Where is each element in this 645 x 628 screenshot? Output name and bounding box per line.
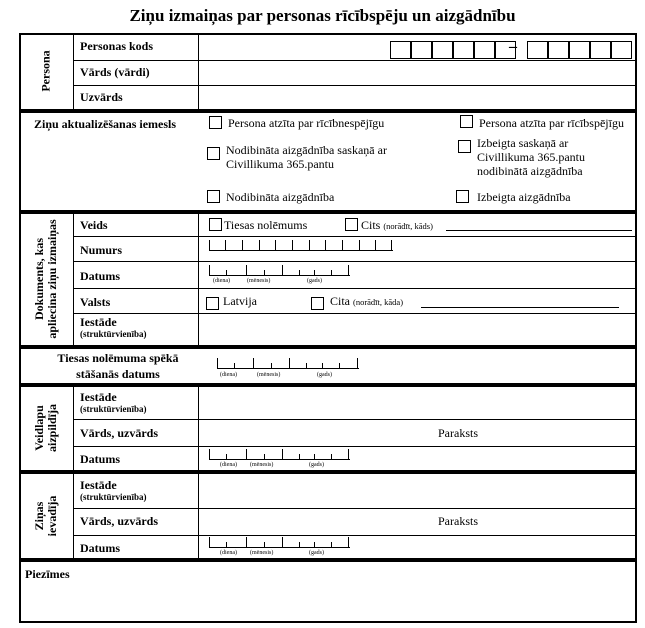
reason-opt4-line3: nodibinātā aizgādnība [477, 164, 583, 178]
reason-opt3-line2: Civillikuma 365.pantu [226, 157, 334, 171]
entry-institution-sub: (struktūrvienība) [80, 492, 147, 502]
entry-institution-label: Iestāde (struktūrvienība) [80, 478, 147, 502]
reason-ended-365-checkbox[interactable] [458, 140, 471, 153]
entry-name-field[interactable] [199, 509, 429, 534]
entry-date-input[interactable] [209, 537, 350, 548]
reason-capable-checkbox[interactable] [460, 115, 473, 128]
code-digit-box[interactable] [411, 41, 432, 59]
doc-kind-other-note: (norādīt, kāds) [383, 221, 433, 231]
doc-kind-court-label: Tiesas nolēmums [224, 218, 308, 232]
notes-label: Piezīmes [25, 567, 70, 581]
entry-name-label: Vārds, uzvārds [80, 514, 159, 528]
reason-incapable-checkbox[interactable] [209, 116, 222, 129]
country-other-label: Cita (norādīt, kāda) [330, 294, 404, 308]
form-title: Ziņu izmaiņas par personas rīcībspēju un aizgādnību [129, 6, 516, 25]
entry-signature-label: Paraksts [438, 514, 478, 528]
code-digit-box[interactable] [569, 41, 590, 59]
filler-institution-sub: (struktūrvienība) [80, 404, 147, 414]
doc-institution-label: Iestāde (struktūrvienība) [80, 315, 147, 339]
entry-day-caption: (diena) [220, 550, 237, 556]
country-other-input[interactable] [421, 307, 619, 308]
code-digit-box[interactable] [453, 41, 474, 59]
surname-field[interactable] [199, 86, 636, 109]
code-digit-box[interactable] [390, 41, 411, 59]
doc-date-label: Datums [80, 269, 121, 283]
reason-label: Ziņu aktualizēšanas iemesls [34, 117, 177, 131]
doc-institution-sub: (struktūrvienība) [80, 329, 147, 339]
reason-incapable-label: Persona atzīta par rīcībnespējīgu [228, 116, 385, 130]
name-label: Vārds (vārdi) [80, 65, 150, 79]
country-latvia-checkbox[interactable] [206, 297, 219, 310]
reason-opt4-line2: Civillikuma 365.pantu [477, 150, 585, 164]
filler-name-field[interactable] [199, 420, 429, 445]
country-other-checkbox[interactable] [311, 297, 324, 310]
filler-signature-label: Paraksts [438, 426, 478, 440]
code-dash: – [509, 38, 517, 55]
doc-kind-other-label: Cits (norādīt, kāds) [361, 218, 433, 232]
persona-section-label: Persona [38, 50, 53, 92]
effective-month-caption: (mēnesis) [257, 372, 281, 378]
reason-guardianship-ended-checkbox[interactable] [456, 190, 469, 203]
notes-field[interactable] [22, 582, 634, 620]
filler-institution-label: Iestāde (struktūrvienība) [80, 390, 147, 414]
reason-capable-label: Persona atzīta par rīcībspējīgu [479, 116, 624, 130]
doc-date-month-caption: (mēnesis) [247, 278, 271, 284]
personal-code-label: Personas kods [80, 39, 154, 53]
doc-institution-field[interactable] [199, 314, 636, 345]
reason-guardianship-label: Nodibināta aizgādnība [226, 190, 335, 204]
entry-date-label: Datums [80, 541, 121, 555]
reason-opt4-line1: Izbeigta saskaņā ar [477, 136, 569, 150]
effective-date-label: Tiesas nolēmuma spēkā stāšanās datums [57, 351, 179, 381]
code-digit-box[interactable] [590, 41, 611, 59]
country-other-note: (norādīt, kāda) [353, 297, 404, 307]
entry-year-caption: (gads) [309, 550, 324, 556]
code-digit-box[interactable] [611, 41, 632, 59]
filler-date-label: Datums [80, 452, 121, 466]
entry-month-caption: (mēnesis) [250, 550, 274, 556]
filler-institution-field[interactable] [199, 387, 636, 418]
filler-month-caption: (mēnesis) [250, 462, 274, 468]
reason-opt3-line1: Nodibināta aizgādnība saskaņā ar [226, 143, 387, 157]
doc-number-input[interactable] [209, 240, 393, 251]
reason-ended-365-label [477, 136, 585, 178]
code-digit-box[interactable] [432, 41, 453, 59]
doc-number-label: Numurs [80, 243, 123, 257]
reason-guardianship-ended-label: Izbeigta aizgādnība [477, 190, 571, 204]
document-section-line1: Dokuments, kas [32, 237, 46, 321]
code-digit-box[interactable] [548, 41, 569, 59]
doc-kind-court-checkbox[interactable] [209, 218, 222, 231]
filler-year-caption: (gads) [309, 462, 324, 468]
document-section-label [33, 219, 59, 338]
code-digit-box[interactable] [527, 41, 548, 59]
reason-guardianship-365-checkbox[interactable] [207, 147, 220, 160]
doc-date-year-caption: (gads) [307, 278, 322, 284]
entry-section-label: Ziņas ievadīja [32, 495, 59, 537]
filler-date-input[interactable] [209, 449, 350, 460]
name-field[interactable] [199, 61, 636, 84]
doc-date-day-caption: (diena) [213, 278, 230, 284]
filler-section-label: Veidlapu aizpildīja [32, 403, 59, 453]
doc-country-label: Valsts [80, 295, 111, 309]
country-latvia-label: Latvija [223, 294, 257, 308]
effective-year-caption: (gads) [317, 372, 332, 378]
reason-guardianship-checkbox[interactable] [207, 190, 220, 203]
effective-date-input[interactable] [217, 358, 359, 369]
entry-institution-field[interactable] [199, 474, 636, 507]
doc-kind-other-checkbox[interactable] [345, 218, 358, 231]
doc-kind-label: Veids [80, 218, 108, 232]
effective-day-caption: (diena) [220, 372, 237, 378]
document-section-line2: apliecina ziņu izmaiņas [45, 219, 59, 339]
code-digit-box[interactable] [474, 41, 495, 59]
reason-guardianship-365-label [226, 143, 387, 171]
doc-date-input[interactable] [209, 265, 350, 276]
filler-day-caption: (diena) [220, 462, 237, 468]
doc-kind-other-input[interactable] [446, 230, 632, 231]
filler-name-label: Vārds, uzvārds [80, 426, 159, 440]
surname-label: Uzvārds [80, 90, 123, 104]
